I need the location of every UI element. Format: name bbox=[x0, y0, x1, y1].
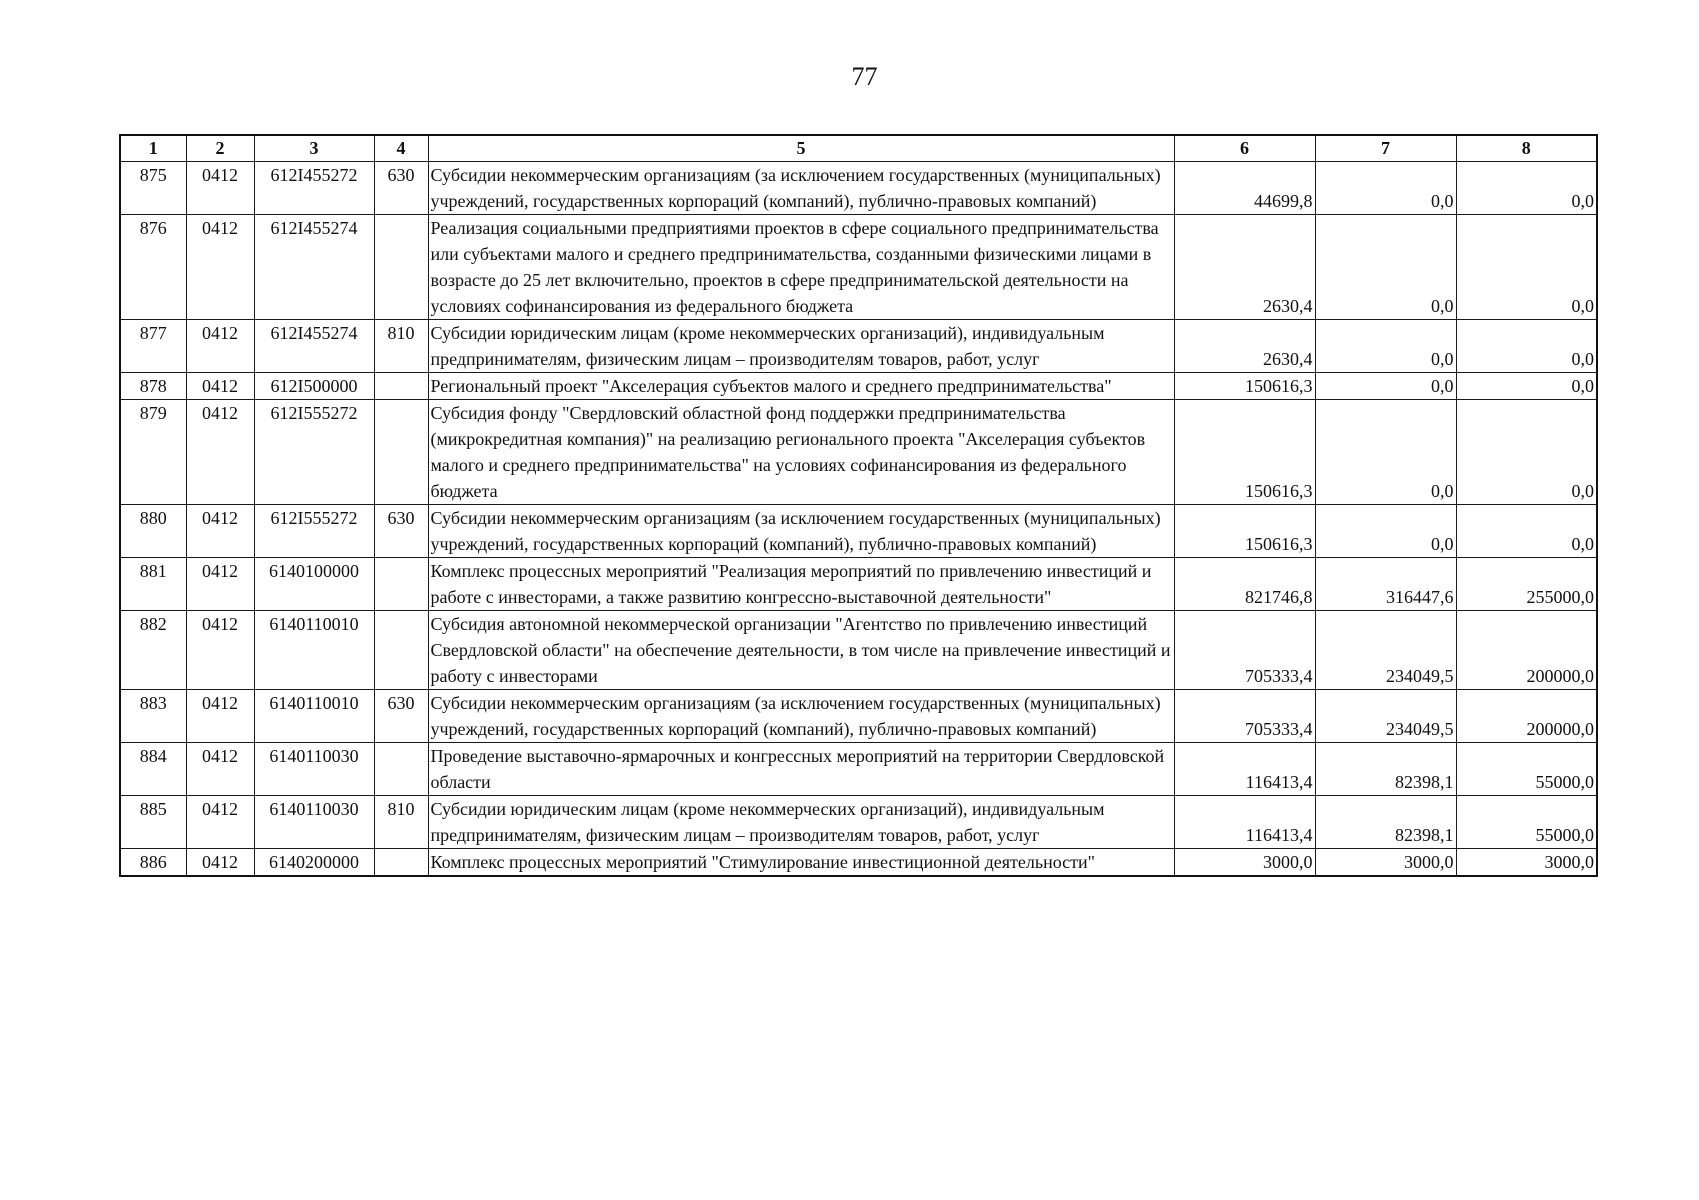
row-number: 881 bbox=[120, 557, 186, 610]
amount-col-8: 0,0 bbox=[1456, 319, 1597, 372]
table-row bbox=[120, 742, 1597, 795]
budget-table bbox=[119, 134, 1598, 877]
amount-col-8: 200000,0 bbox=[1456, 689, 1597, 742]
item-name: Субсидия фонду "Свердловский областной фонд поддержки предпринимательства (микрокредитная компания)" на реализацию регионального проекта "Акселерация субъектов малого и среднего предпринимательства" на условиях софинансирования из федерального бюджета bbox=[428, 399, 1174, 504]
section-code: 0412 bbox=[186, 161, 254, 214]
amount-col-7: 316447,6 bbox=[1315, 557, 1456, 610]
expense-type-code: 630 bbox=[374, 504, 428, 557]
amount-col-6: 116413,4 bbox=[1174, 795, 1315, 848]
amount-col-7: 234049,5 bbox=[1315, 610, 1456, 689]
header-row bbox=[120, 135, 1597, 161]
item-name: Проведение выставочно-ярмарочных и конгрессных мероприятий на территории Свердловской области bbox=[428, 742, 1174, 795]
section-code: 0412 bbox=[186, 742, 254, 795]
header-col-4: 4 bbox=[374, 135, 428, 161]
row-number: 884 bbox=[120, 742, 186, 795]
section-code: 0412 bbox=[186, 610, 254, 689]
amount-col-6: 150616,3 bbox=[1174, 399, 1315, 504]
table-row bbox=[120, 795, 1597, 848]
section-code: 0412 bbox=[186, 848, 254, 876]
header-col-5: 5 bbox=[428, 135, 1174, 161]
item-name: Комплекс процессных мероприятий "Реализация мероприятий по привлечению инвестиций и работе с инвесторами, а также развитию конгрессно-выставочной деятельности" bbox=[428, 557, 1174, 610]
row-number: 879 bbox=[120, 399, 186, 504]
amount-col-7: 0,0 bbox=[1315, 319, 1456, 372]
amount-col-7: 82398,1 bbox=[1315, 742, 1456, 795]
item-name: Региональный проект "Акселерация субъектов малого и среднего предпринимательства" bbox=[428, 372, 1174, 399]
header-col-6: 6 bbox=[1174, 135, 1315, 161]
amount-col-6: 3000,0 bbox=[1174, 848, 1315, 876]
row-number: 883 bbox=[120, 689, 186, 742]
amount-col-6: 2630,4 bbox=[1174, 214, 1315, 319]
amount-col-8: 0,0 bbox=[1456, 214, 1597, 319]
amount-col-7: 234049,5 bbox=[1315, 689, 1456, 742]
target-article-code: 6140100000 bbox=[254, 557, 374, 610]
row-number: 882 bbox=[120, 610, 186, 689]
expense-type-code bbox=[374, 557, 428, 610]
amount-col-7: 82398,1 bbox=[1315, 795, 1456, 848]
page-number: 77 bbox=[851, 62, 878, 91]
expense-type-code: 810 bbox=[374, 795, 428, 848]
amount-col-7: 0,0 bbox=[1315, 214, 1456, 319]
amount-col-7: 0,0 bbox=[1315, 504, 1456, 557]
row-number: 877 bbox=[120, 319, 186, 372]
amount-col-8: 0,0 bbox=[1456, 504, 1597, 557]
section-code: 0412 bbox=[186, 399, 254, 504]
target-article-code: 612I455272 bbox=[254, 161, 374, 214]
amount-col-8: 0,0 bbox=[1456, 161, 1597, 214]
amount-col-6: 150616,3 bbox=[1174, 372, 1315, 399]
table-row bbox=[120, 504, 1597, 557]
amount-col-6: 2630,4 bbox=[1174, 319, 1315, 372]
amount-col-8: 55000,0 bbox=[1456, 795, 1597, 848]
target-article-code: 6140110030 bbox=[254, 742, 374, 795]
row-number: 885 bbox=[120, 795, 186, 848]
expense-type-code: 630 bbox=[374, 689, 428, 742]
header-col-3: 3 bbox=[254, 135, 374, 161]
target-article-code: 6140200000 bbox=[254, 848, 374, 876]
table-row bbox=[120, 557, 1597, 610]
expense-type-code bbox=[374, 610, 428, 689]
amount-col-6: 150616,3 bbox=[1174, 504, 1315, 557]
section-code: 0412 bbox=[186, 504, 254, 557]
target-article-code: 612I555272 bbox=[254, 399, 374, 504]
table-row bbox=[120, 610, 1597, 689]
table-header bbox=[120, 135, 1597, 161]
section-code: 0412 bbox=[186, 689, 254, 742]
item-name: Субсидии юридическим лицам (кроме некоммерческих организаций), индивидуальным предпринимателям, физическим лицам – производителям товаров, работ, услуг bbox=[428, 319, 1174, 372]
section-code: 0412 bbox=[186, 795, 254, 848]
table-row bbox=[120, 161, 1597, 214]
section-code: 0412 bbox=[186, 372, 254, 399]
expense-type-code bbox=[374, 214, 428, 319]
amount-col-6: 705333,4 bbox=[1174, 610, 1315, 689]
item-name: Субсидии юридическим лицам (кроме некоммерческих организаций), индивидуальным предпринимателям, физическим лицам – производителям товаров, работ, услуг bbox=[428, 795, 1174, 848]
amount-col-8: 0,0 bbox=[1456, 399, 1597, 504]
amount-col-8: 0,0 bbox=[1456, 372, 1597, 399]
expense-type-code bbox=[374, 848, 428, 876]
amount-col-8: 55000,0 bbox=[1456, 742, 1597, 795]
amount-col-8: 3000,0 bbox=[1456, 848, 1597, 876]
target-article-code: 6140110010 bbox=[254, 610, 374, 689]
item-name: Субсидии некоммерческим организациям (за исключением государственных (муниципальных) учреждений, государственных корпораций (компаний), публично-правовых компаний) bbox=[428, 161, 1174, 214]
header-col-8: 8 bbox=[1456, 135, 1597, 161]
item-name: Комплекс процессных мероприятий "Стимулирование инвестиционной деятельности" bbox=[428, 848, 1174, 876]
item-name: Субсидии некоммерческим организациям (за исключением государственных (муниципальных) учреждений, государственных корпораций (компаний), публично-правовых компаний) bbox=[428, 689, 1174, 742]
item-name: Субсидии некоммерческим организациям (за исключением государственных (муниципальных) учреждений, государственных корпораций (компаний), публично-правовых компаний) bbox=[428, 504, 1174, 557]
header-col-7: 7 bbox=[1315, 135, 1456, 161]
table-row bbox=[120, 372, 1597, 399]
table-row bbox=[120, 399, 1597, 504]
target-article-code: 6140110030 bbox=[254, 795, 374, 848]
amount-col-6: 44699,8 bbox=[1174, 161, 1315, 214]
row-number: 875 bbox=[120, 161, 186, 214]
section-code: 0412 bbox=[186, 557, 254, 610]
amount-col-6: 705333,4 bbox=[1174, 689, 1315, 742]
target-article-code: 612I455274 bbox=[254, 214, 374, 319]
item-name: Субсидия автономной некоммерческой организации "Агентство по привлечению инвестиций Свердловской области" на обеспечение деятельности, в том числе на привлечение инвестиций и работу с инвесторами bbox=[428, 610, 1174, 689]
row-number: 886 bbox=[120, 848, 186, 876]
header-col-1: 1 bbox=[120, 135, 186, 161]
amount-col-8: 255000,0 bbox=[1456, 557, 1597, 610]
expense-type-code bbox=[374, 399, 428, 504]
item-name: Реализация социальными предприятиями проектов в сфере социального предпринимательства или субъектами малого и среднего предпринимательства, созданными физическими лицами в возрасте до 25 лет включительно, проектов в сфере предпринимательской деятельности на условиях софинансирования из федерального бюджета bbox=[428, 214, 1174, 319]
target-article-code: 612I455274 bbox=[254, 319, 374, 372]
expense-type-code bbox=[374, 372, 428, 399]
row-number: 878 bbox=[120, 372, 186, 399]
amount-col-8: 200000,0 bbox=[1456, 610, 1597, 689]
table-body bbox=[120, 161, 1597, 876]
expense-type-code: 630 bbox=[374, 161, 428, 214]
target-article-code: 6140110010 bbox=[254, 689, 374, 742]
target-article-code: 612I555272 bbox=[254, 504, 374, 557]
section-code: 0412 bbox=[186, 319, 254, 372]
table-row bbox=[120, 214, 1597, 319]
section-code: 0412 bbox=[186, 214, 254, 319]
table-row bbox=[120, 689, 1597, 742]
table-row bbox=[120, 319, 1597, 372]
row-number: 876 bbox=[120, 214, 186, 319]
row-number: 880 bbox=[120, 504, 186, 557]
table-row bbox=[120, 848, 1597, 876]
amount-col-6: 116413,4 bbox=[1174, 742, 1315, 795]
expense-type-code bbox=[374, 742, 428, 795]
expense-type-code: 810 bbox=[374, 319, 428, 372]
amount-col-7: 0,0 bbox=[1315, 161, 1456, 214]
amount-col-7: 3000,0 bbox=[1315, 848, 1456, 876]
header-col-2: 2 bbox=[186, 135, 254, 161]
amount-col-7: 0,0 bbox=[1315, 372, 1456, 399]
amount-col-7: 0,0 bbox=[1315, 399, 1456, 504]
target-article-code: 612I500000 bbox=[254, 372, 374, 399]
amount-col-6: 821746,8 bbox=[1174, 557, 1315, 610]
